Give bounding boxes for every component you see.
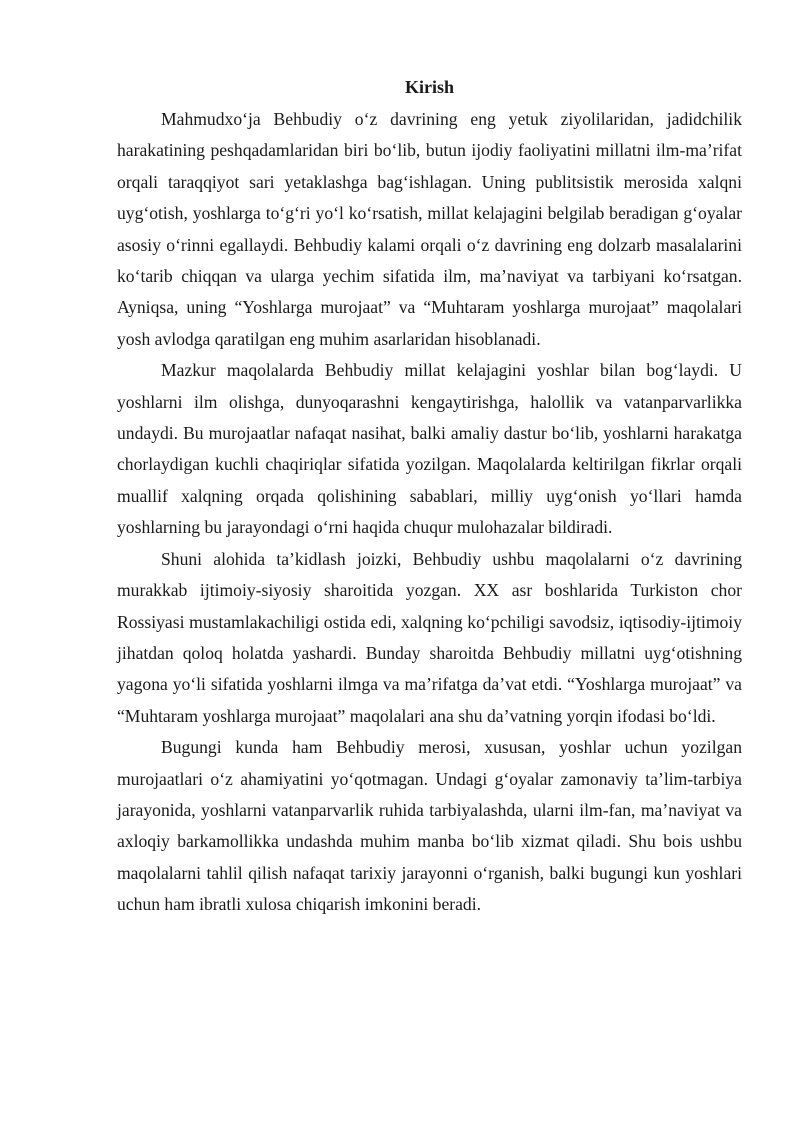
page-title: Kirish — [404, 77, 454, 97]
paragraph-4: Bugungi kunda ham Behbudiy merosi, xususan, yoshlar uchun yozilgan murojaatlari o‘z ahamiyatini yo‘qotmagan. Undagi g‘oyalar zamonaviy ta’lim-tarbiya jarayonida, yoshlarni vatanparvarlik ruhida tarbiyalashda, ularni ilm-fan, ma’naviyat va axloqiy barkamollikka undashda muhim manba bo‘lib xizmat qiladi. Shu bois ushbu maqolalarni tahlil qilish nafaqat tarixiy jarayonni o‘rganish, balki bugungi kun yoshlari uchun ham ibratli xulosa chiqarish imkonini beradi. — [117, 737, 742, 915]
paragraph-3: Shuni alohida ta’kidlash joizki, Behbudiy ushbu maqolalarni o‘z davrining murakkab ijtimoiy-siyosiy sharoitida yozgan. XX asr boshlarida Turkiston chor Rossiyasi mustamlakachiligi ostida edi, xalqning ko‘pchiligi savodsiz, iqtisodiy-ijtimoiy jihatdan qoloq holatda yashardi. Bunday sharoitda Behbudiy millatni uyg‘otishning yagona yo‘li sifatida yoshlarni ilmga va ma’rifatga da’vat etdi. “Yoshlarga murojaat” va “Muhtaram yoshlarga murojaat” maqolalari ana shu da’vatning yorqin ifodasi bo‘ldi. — [117, 548, 742, 726]
paragraph-2: Mazkur maqolalarda Behbudiy millat kelajagini yoshlar bilan bog‘laydi. U yoshlarni ilm olishga, dunyoqarashni kengaytirishga, halollik va vatanparvarlikka undaydi. Bu murojaatlar nafaqat nasihat, balki amaliy dastur bo‘lib, yoshlarni harakatga chorlaydigan kuchli chaqiriqlar sifatida yozilgan. Maqolalarda keltirilgan fikrlar orqali muallif xalqning orqada qolishining sabablari, milliy uyg‘onish yo‘llari hamda yoshlarning bu jarayondagi o‘rni haqida chuqur mulohazalar bildiradi. — [117, 360, 742, 538]
document-body — [117, 74, 742, 921]
paragraph-1: Mahmudxo‘ja Behbudiy o‘z davrining eng yetuk ziyolilaridan, jadidchilik harakatining peshqadamlaridan biri bo‘lib, butun ijodiy faoliyatini millatni ilm-ma’rifat orqali taraqqiyot sari yetaklashga bag‘ishlagan. Uning publitsistik merosida xalqni uyg‘otish, yoshlarga to‘g‘ri yo‘l ko‘rsatish, millat kelajagini belgilab beradigan g‘oyalar asosiy o‘rinni egallaydi. Behbudiy kalami orqali o‘z davrining eng dolzarb masalalarini ko‘tarib chiqqan va ularga yechim sifatida ilm, ma’naviyat va tarbiyani ko‘rsatgan. Ayniqsa, uning “Yoshlarga murojaat” va “Muhtaram yoshlarga murojaat” maqolalari yosh avlodga qaratilgan eng muhim asarlaridan hisoblanadi. — [117, 109, 742, 349]
